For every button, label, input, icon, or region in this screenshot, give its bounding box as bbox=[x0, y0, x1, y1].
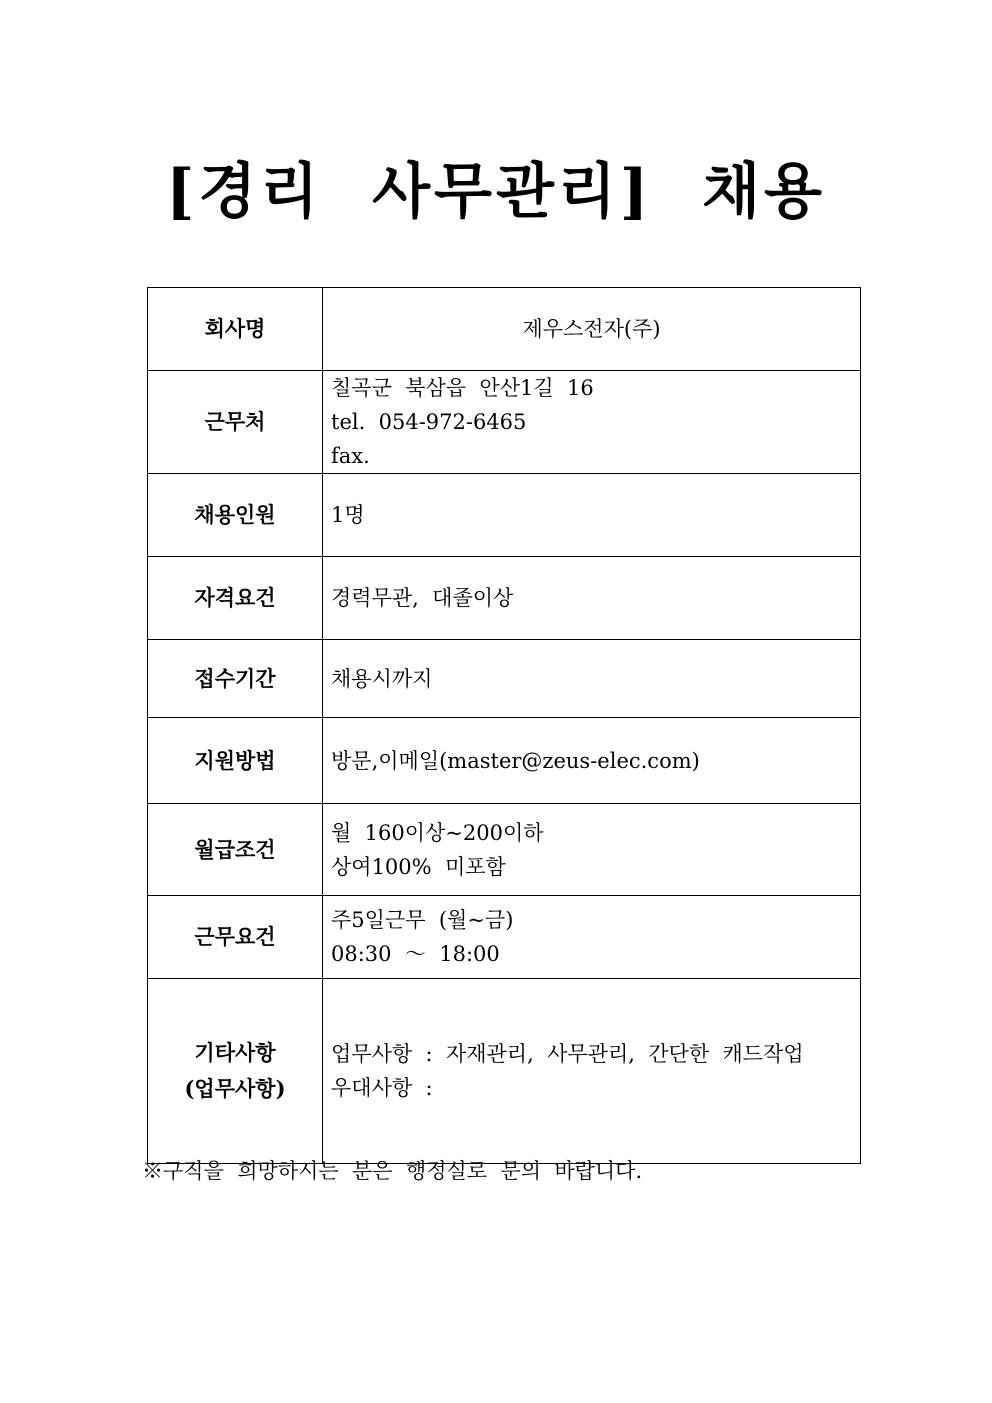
table-row-qualification bbox=[148, 557, 861, 640]
label-qualification: 자격요건 bbox=[148, 557, 323, 640]
qualification-text: 경력무관, 대졸이상 bbox=[331, 586, 514, 610]
value-salary bbox=[323, 804, 861, 896]
table-row-company bbox=[148, 288, 861, 371]
label-workplace: 근무처 bbox=[148, 371, 323, 474]
label-apply: 지원방법 bbox=[148, 718, 323, 804]
table-row-apply bbox=[148, 718, 861, 804]
table-row-salary bbox=[148, 804, 861, 896]
footnote: ※구직을 희망하시는 분은 행정실로 문의 바랍니다. bbox=[142, 1159, 643, 1183]
period-text: 채용시까지 bbox=[331, 666, 433, 691]
workhours-text: 08:30 ～ 18:00 bbox=[331, 942, 500, 966]
table-row-workplace bbox=[148, 371, 861, 474]
table-row-headcount bbox=[148, 474, 861, 557]
value-company bbox=[323, 288, 861, 371]
company-name: 제우스전자(주) bbox=[522, 317, 661, 341]
apply-method-text: 방문,이메일(master@zeus-elec.com) bbox=[331, 748, 700, 773]
workdays-text: 주5일근무 (월~금) bbox=[331, 908, 514, 932]
table-row-hours bbox=[148, 896, 861, 979]
headcount-text: 1명 bbox=[331, 503, 365, 527]
label-etc bbox=[148, 979, 323, 1164]
label-etc-line-2: (업무사항) bbox=[184, 1076, 286, 1101]
value-workplace bbox=[323, 371, 861, 474]
label-hours: 근무요건 bbox=[148, 896, 323, 979]
workplace-address: 칠곡군 북삼읍 안산1길 16 bbox=[331, 376, 594, 400]
value-hours bbox=[323, 896, 861, 979]
value-apply bbox=[323, 718, 861, 804]
page-title: [경리 사무관리] 채용 bbox=[165, 157, 826, 227]
duties-text: 업무사항 : 자재관리, 사무관리, 간단한 캐드작업 bbox=[331, 1042, 804, 1066]
workplace-tel: tel. 054-972-6465 bbox=[331, 410, 527, 434]
label-etc-line-1: 기타사항 bbox=[194, 1040, 276, 1065]
label-period: 접수기간 bbox=[148, 640, 323, 718]
value-qualification bbox=[323, 557, 861, 640]
salary-range: 월 160이상~200이하 bbox=[331, 820, 544, 845]
workplace-fax: fax. bbox=[331, 444, 370, 468]
table-row-etc bbox=[148, 979, 861, 1164]
job-posting-table bbox=[147, 287, 861, 1164]
table-row-period bbox=[148, 640, 861, 718]
label-headcount: 채용인원 bbox=[148, 474, 323, 557]
salary-bonus: 상여100% 미포함 bbox=[331, 854, 506, 879]
value-etc bbox=[323, 979, 861, 1164]
preference-text: 우대사항 : bbox=[331, 1076, 433, 1100]
label-company: 회사명 bbox=[148, 288, 323, 371]
label-salary: 월급조건 bbox=[148, 804, 323, 896]
value-period bbox=[323, 640, 861, 718]
value-headcount bbox=[323, 474, 861, 557]
